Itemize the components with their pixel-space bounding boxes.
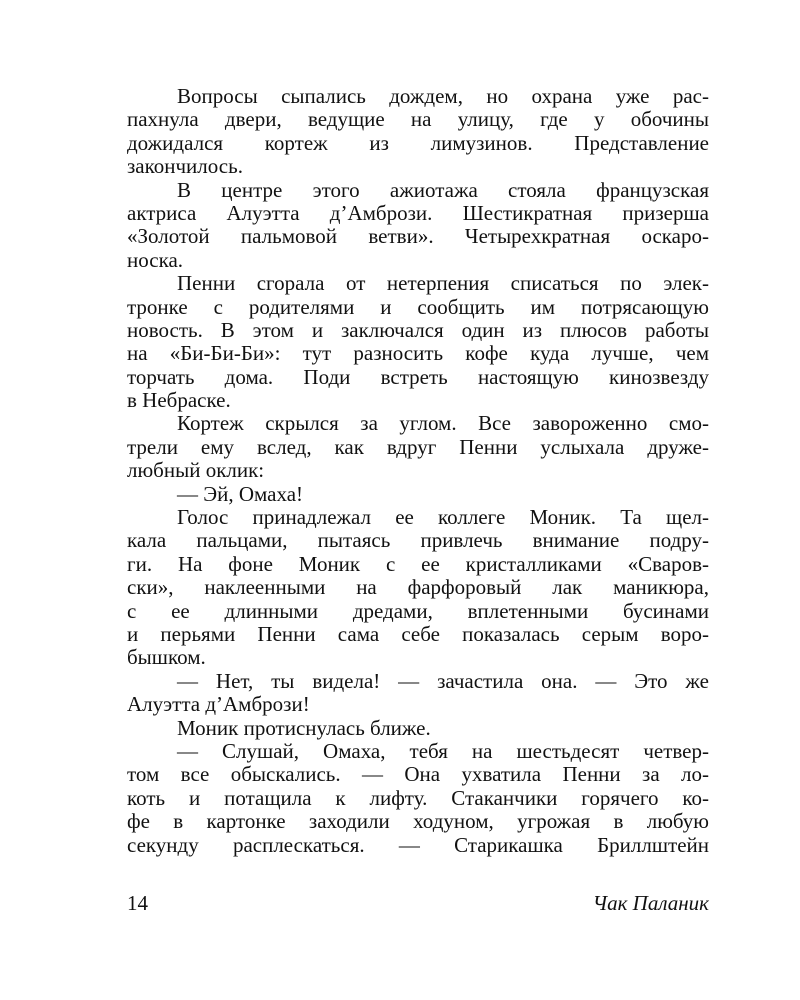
text-line: актриса Алуэтта д’Амбрози. Шестикратная призерша <box>127 200 709 225</box>
text-line: том все обыскались. — Она ухватила Пенни за ло- <box>127 762 709 787</box>
text-line: — Эй, Омаха! <box>177 481 304 506</box>
text-line: в Небраске. <box>127 388 231 413</box>
text-line: дожидался кортеж из лимузинов. Представление <box>127 130 709 155</box>
text-line: пахнула двери, ведущие на улицу, где у обочины <box>127 107 709 132</box>
text-line: «Золотой пальмовой ветви». Четырехкратная оскаро- <box>127 224 709 249</box>
page-number: 14 <box>127 891 148 915</box>
running-footer-author: Чак Паланик <box>592 891 709 915</box>
text-line: ги. На фоне Моник с ее кристалликами «Сваров- <box>127 551 709 576</box>
text-line: трели ему вслед, как вдруг Пенни услыхала друже- <box>127 434 709 459</box>
text-line: В центре этого ажиотажа стояла французская <box>177 177 709 202</box>
text-line: любный оклик: <box>127 458 265 483</box>
text-line: секунду расплескаться. — Старикашка Бриллштейн <box>127 832 709 857</box>
text-line: торчать дома. Поди встреть настоящую кинозвезду <box>127 364 709 389</box>
text-line: — Слушай, Омаха, тебя на шестьдесят четвер- <box>177 738 709 763</box>
body-text <box>127 85 709 857</box>
text-line: фе в картонке заходили ходуном, угрожая в любую <box>127 809 709 834</box>
text-line: и перьями Пенни сама себе показалась серым воро- <box>127 621 709 646</box>
text-line: ски», наклеенными на фарфоровый лак маникюра, <box>127 575 709 600</box>
text-line: закончилось. <box>127 154 243 179</box>
text-line: носка. <box>127 247 184 272</box>
text-line: Голос принадлежал ее коллеге Моник. Та щел- <box>177 505 709 530</box>
text-line: Кортеж скрылся за углом. Все завороженно смо- <box>177 411 709 436</box>
text-line: на «Би-Би-Би»: тут разносить кофе куда лучше, чем <box>127 341 709 366</box>
text-line: кала пальцами, пытаясь привлечь внимание подру- <box>127 528 709 553</box>
text-line: Пенни сгорала от нетерпения списаться по элек- <box>177 271 709 296</box>
text-line: новость. В этом и заключался один из плюсов работы <box>127 317 709 342</box>
text-line: Алуэтта д’Амбрози! <box>127 692 310 717</box>
text-line: — Нет, ты видела! — зачастила она. — Это же <box>177 668 709 693</box>
text-line: бышком. <box>127 645 206 670</box>
text-line: с ее длинными дредами, вплетенными бусинами <box>127 598 709 623</box>
page-footer <box>127 890 709 916</box>
text-line: Моник протиснулась ближе. <box>177 715 431 740</box>
text-line: коть и потащила к лифту. Стаканчики горячего ко- <box>127 785 709 810</box>
text-line: тронке с родителями и сообщить им потрясающую <box>127 294 709 319</box>
text-line: Вопросы сыпались дождем, но охрана уже рас- <box>177 84 709 108</box>
